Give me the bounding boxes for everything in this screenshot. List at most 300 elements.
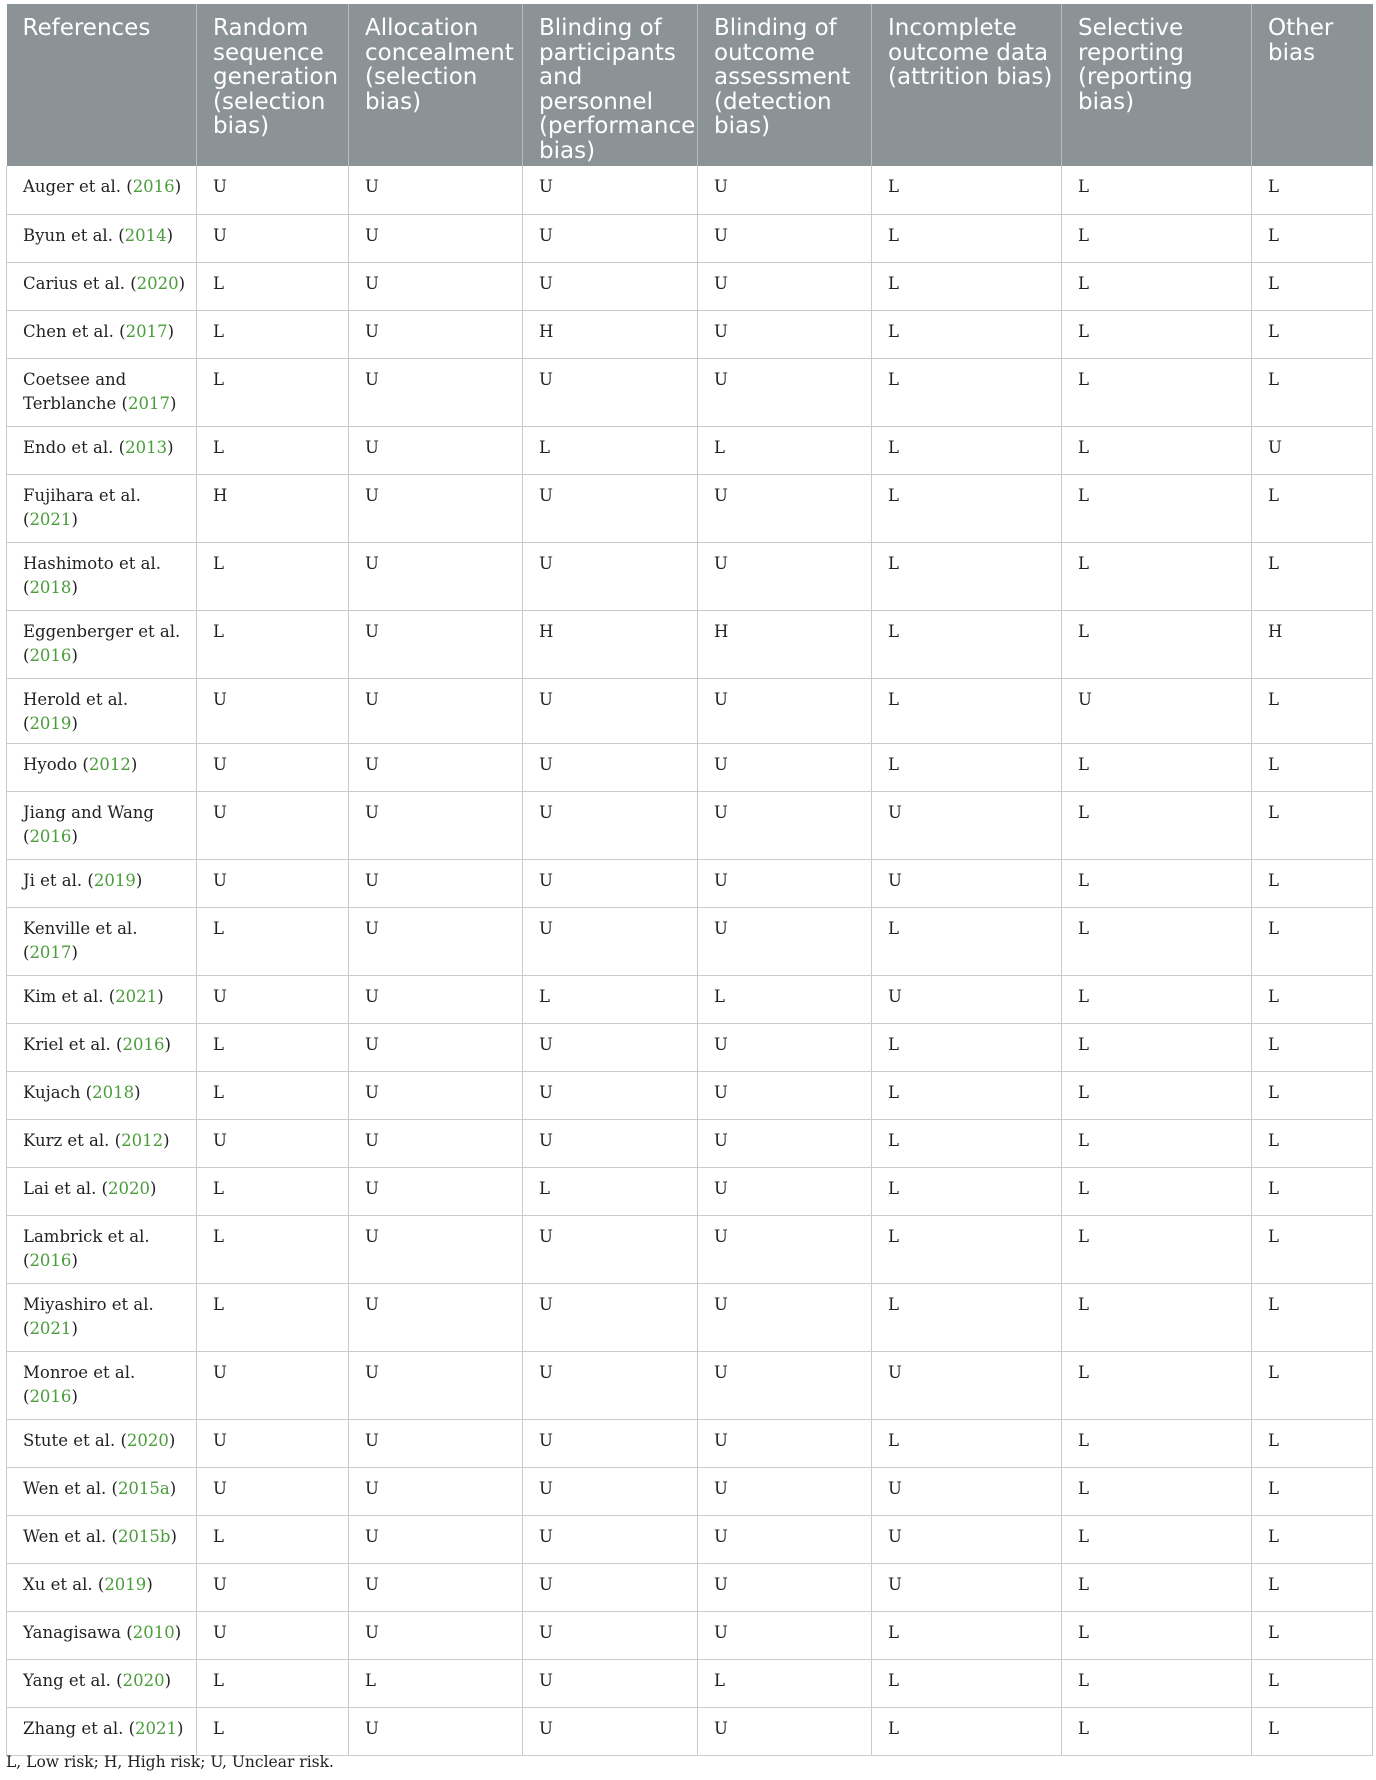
risk-cell: L (1062, 542, 1252, 610)
reference-cell (7, 743, 197, 791)
risk-cell: L (1062, 1659, 1252, 1707)
risk-cell: L (1252, 1215, 1373, 1283)
risk-cell: L (872, 542, 1062, 610)
risk-cell: U (698, 791, 872, 859)
reference-year-link[interactable]: 2016 (122, 1034, 165, 1054)
risk-cell: L (1252, 859, 1373, 907)
reference-cell (7, 678, 197, 743)
header-other-bias: Other bias (1252, 4, 1373, 166)
risk-cell: L (872, 610, 1062, 678)
risk-cell: U (872, 1515, 1062, 1563)
reference-cell (7, 262, 197, 310)
risk-cell: L (698, 426, 872, 474)
reference-year-link[interactable]: 2016 (29, 826, 72, 846)
reference-close-paren: ) (71, 1318, 78, 1338)
reference-year-link[interactable]: 2019 (104, 1574, 147, 1594)
risk-cell: L (1062, 743, 1252, 791)
risk-cell: L (872, 1071, 1062, 1119)
reference-name: Xu et al. ( (23, 1574, 105, 1594)
risk-cell: L (1252, 1611, 1373, 1659)
reference-name: Wen et al. ( (23, 1526, 118, 1546)
risk-cell: U (349, 214, 523, 262)
risk-cell: L (872, 474, 1062, 542)
reference-year-link[interactable]: 2012 (88, 754, 131, 774)
risk-cell: U (523, 1283, 698, 1351)
risk-cell: L (1252, 542, 1373, 610)
reference-year-link[interactable]: 2021 (115, 986, 158, 1006)
risk-cell: U (197, 1611, 349, 1659)
risk-cell: U (698, 678, 872, 743)
reference-close-paren: ) (71, 577, 78, 597)
risk-cell: U (349, 907, 523, 975)
risk-cell: U (197, 1419, 349, 1467)
risk-cell: L (1062, 1071, 1252, 1119)
risk-cell: L (1062, 1467, 1252, 1515)
reference-close-paren: ) (71, 713, 78, 733)
risk-cell: U (698, 859, 872, 907)
table-row (7, 610, 1373, 678)
reference-close-paren: ) (71, 1386, 78, 1406)
reference-year-link[interactable]: 2012 (121, 1130, 164, 1150)
reference-year-link[interactable]: 2010 (132, 1622, 175, 1642)
reference-name: Yanagisawa ( (23, 1622, 133, 1642)
risk-cell: U (698, 1351, 872, 1419)
risk-cell: U (523, 214, 698, 262)
risk-cell: L (872, 1215, 1062, 1283)
reference-year-link[interactable]: 2015a (117, 1478, 170, 1498)
risk-cell: U (523, 1215, 698, 1283)
reference-cell (7, 791, 197, 859)
risk-cell: U (197, 1563, 349, 1611)
table-row (7, 743, 1373, 791)
risk-cell: L (349, 1659, 523, 1707)
reference-cell (7, 1419, 197, 1467)
risk-cell: U (698, 310, 872, 358)
risk-cell: L (1252, 474, 1373, 542)
risk-cell: U (349, 743, 523, 791)
risk-cell: U (523, 358, 698, 426)
risk-cell: L (1252, 358, 1373, 426)
risk-cell: L (1252, 1071, 1373, 1119)
risk-cell: L (698, 975, 872, 1023)
risk-cell: U (349, 1351, 523, 1419)
reference-close-paren: ) (134, 1082, 141, 1102)
reference-close-paren: ) (163, 1130, 170, 1150)
reference-cell (7, 542, 197, 610)
risk-cell: U (523, 1023, 698, 1071)
risk-cell: L (197, 1167, 349, 1215)
reference-name: Endo et al. ( (23, 437, 126, 457)
risk-cell: U (197, 678, 349, 743)
reference-year-link[interactable]: 2018 (92, 1082, 135, 1102)
reference-name: Ji et al. ( (23, 870, 94, 890)
risk-cell: L (1062, 1023, 1252, 1071)
table-row (7, 975, 1373, 1023)
reference-name: Kujach ( (23, 1082, 93, 1102)
reference-name: Jiang and Wang ( (23, 802, 154, 846)
risk-cell: U (349, 426, 523, 474)
table-row (7, 1515, 1373, 1563)
reference-year-link[interactable]: 2018 (29, 577, 72, 597)
reference-year-link[interactable]: 2016 (29, 645, 72, 665)
reference-name: Kenville et al. ( (23, 918, 138, 962)
risk-cell: L (1062, 310, 1252, 358)
risk-of-bias-table (6, 4, 1373, 1756)
reference-close-paren: ) (170, 393, 177, 413)
risk-cell: U (349, 166, 523, 214)
risk-cell: U (523, 1611, 698, 1659)
risk-cell: U (698, 1167, 872, 1215)
risk-cell: U (197, 1351, 349, 1419)
reference-cell (7, 1119, 197, 1167)
risk-cell: U (698, 1419, 872, 1467)
header-row (7, 4, 1373, 166)
risk-cell: L (1062, 610, 1252, 678)
risk-cell: L (197, 1283, 349, 1351)
risk-cell: L (1062, 1563, 1252, 1611)
reference-cell (7, 310, 197, 358)
risk-cell: L (1062, 1167, 1252, 1215)
table-row (7, 678, 1373, 743)
risk-cell: L (1062, 214, 1252, 262)
reference-year-link[interactable]: 2020 (126, 1430, 169, 1450)
header-selective-reporting: Selective reporting (reporting bias) (1062, 4, 1252, 166)
reference-year-link[interactable]: 2020 (108, 1178, 150, 1198)
risk-cell: L (1062, 1707, 1252, 1755)
risk-cell: L (1062, 166, 1252, 214)
table-row (7, 1467, 1373, 1515)
risk-cell: L (1062, 1419, 1252, 1467)
table-row (7, 310, 1373, 358)
table-body (7, 166, 1373, 1755)
risk-cell: U (349, 474, 523, 542)
reference-close-paren: ) (71, 509, 78, 529)
risk-cell: L (1252, 907, 1373, 975)
risk-cell: L (1252, 1419, 1373, 1467)
reference-cell (7, 1467, 197, 1515)
reference-name: Chen et al. ( (23, 321, 126, 341)
risk-cell: U (698, 1707, 872, 1755)
risk-cell: L (197, 426, 349, 474)
risk-cell: U (349, 1023, 523, 1071)
reference-cell (7, 975, 197, 1023)
risk-cell: H (523, 310, 698, 358)
risk-cell: U (523, 1563, 698, 1611)
risk-cell: U (197, 1467, 349, 1515)
reference-cell (7, 1611, 197, 1659)
table-row (7, 1611, 1373, 1659)
risk-cell: U (523, 859, 698, 907)
reference-year-link[interactable]: 2016 (132, 177, 175, 196)
risk-cell: L (197, 1515, 349, 1563)
risk-cell: L (872, 743, 1062, 791)
risk-cell: L (1062, 1351, 1252, 1419)
risk-cell: L (1252, 214, 1373, 262)
risk-cell: L (197, 610, 349, 678)
reference-cell (7, 610, 197, 678)
table-row (7, 907, 1373, 975)
reference-cell (7, 1707, 197, 1755)
risk-cell: U (523, 907, 698, 975)
risk-cell: U (197, 1119, 349, 1167)
reference-year-link[interactable]: 2021 (135, 1718, 178, 1738)
risk-cell: L (1252, 1659, 1373, 1707)
risk-cell: L (872, 166, 1062, 214)
risk-cell: U (698, 1467, 872, 1515)
risk-cell: U (1252, 426, 1373, 474)
risk-cell: L (872, 1167, 1062, 1215)
reference-name: Lambrick et al. ( (23, 1226, 150, 1270)
risk-cell: U (523, 1707, 698, 1755)
risk-cell: U (349, 1167, 523, 1215)
risk-cell: U (349, 1215, 523, 1283)
risk-cell: U (698, 1611, 872, 1659)
reference-name: Auger et al. ( (23, 177, 133, 196)
risk-cell: L (197, 1023, 349, 1071)
reference-name: Kurz et al. ( (23, 1130, 122, 1150)
risk-cell: L (1252, 1283, 1373, 1351)
risk-cell: U (698, 474, 872, 542)
reference-year-link[interactable]: 2020 (122, 1670, 165, 1690)
table-row (7, 1167, 1373, 1215)
reference-name: Herold et al. ( (23, 689, 129, 733)
risk-cell: L (1062, 358, 1252, 426)
reference-close-paren: ) (135, 870, 143, 890)
risk-cell: U (872, 791, 1062, 859)
risk-cell: U (197, 743, 349, 791)
risk-cell: L (1062, 1119, 1252, 1167)
reference-name: Fujihara et al. ( (23, 485, 141, 529)
risk-cell: U (698, 1071, 872, 1119)
table-row (7, 358, 1373, 426)
risk-cell: U (523, 743, 698, 791)
risk-cell: U (872, 1467, 1062, 1515)
risk-cell: L (1252, 1351, 1373, 1419)
reference-year-link[interactable]: 2019 (29, 713, 72, 733)
risk-cell: L (1062, 1283, 1252, 1351)
reference-name: Kriel et al. ( (23, 1034, 123, 1054)
risk-cell: U (349, 1071, 523, 1119)
reference-cell (7, 1215, 197, 1283)
reference-year-link[interactable]: 2020 (136, 273, 179, 293)
risk-cell: U (872, 975, 1062, 1023)
risk-cell: L (197, 542, 349, 610)
header-allocation-concealment: Allocation concealment (selection bias) (349, 4, 523, 166)
risk-cell: U (698, 1283, 872, 1351)
reference-name: Coetsee and Terblanche ( (23, 369, 128, 413)
risk-cell: U (523, 1071, 698, 1119)
risk-cell: U (698, 1563, 872, 1611)
reference-year-link[interactable]: 2017 (29, 942, 72, 962)
risk-cell: U (523, 542, 698, 610)
reference-year-link[interactable]: 2016 (29, 1386, 72, 1406)
risk-cell: U (523, 474, 698, 542)
risk-cell: U (349, 975, 523, 1023)
header-blinding-outcome: Blinding of outcome assessment (detection bias) (698, 4, 872, 166)
risk-cell: U (872, 1351, 1062, 1419)
risk-cell: U (349, 262, 523, 310)
risk-cell: L (197, 310, 349, 358)
reference-cell (7, 907, 197, 975)
reference-cell (7, 1283, 197, 1351)
risk-cell: U (698, 1119, 872, 1167)
risk-cell: L (872, 1283, 1062, 1351)
risk-cell: L (872, 1419, 1062, 1467)
risk-cell: U (349, 310, 523, 358)
reference-cell (7, 1167, 197, 1215)
reference-name: Hashimoto et al. ( (23, 553, 161, 597)
risk-cell: U (197, 975, 349, 1023)
reference-name: Eggenberger et al. ( (23, 621, 181, 665)
risk-cell: L (872, 1119, 1062, 1167)
risk-cell: U (698, 166, 872, 214)
risk-cell: U (197, 791, 349, 859)
table-row (7, 1023, 1373, 1071)
risk-cell: U (349, 1283, 523, 1351)
table-row (7, 1351, 1373, 1419)
risk-cell: L (1062, 975, 1252, 1023)
risk-cell: U (523, 262, 698, 310)
risk-cell: H (698, 610, 872, 678)
reference-year-link[interactable]: 2013 (125, 437, 168, 457)
reference-close-paren: ) (71, 942, 78, 962)
risk-cell: U (698, 907, 872, 975)
risk-cell: L (1062, 1215, 1252, 1283)
risk-cell: U (349, 859, 523, 907)
risk-cell: L (1252, 1563, 1373, 1611)
risk-cell: U (523, 1467, 698, 1515)
reference-name: Zhang et al. ( (23, 1718, 136, 1738)
reference-close-paren: ) (166, 225, 174, 245)
reference-year-link[interactable]: 2021 (29, 509, 72, 529)
reference-name: Lai et al. ( (23, 1178, 108, 1198)
reference-name: Stute et al. ( (23, 1430, 127, 1450)
risk-cell: L (872, 1707, 1062, 1755)
reference-close-paren: ) (167, 321, 175, 341)
table-row (7, 474, 1373, 542)
risk-cell: U (349, 1707, 523, 1755)
risk-cell: L (1252, 791, 1373, 859)
risk-cell: L (1062, 1611, 1252, 1659)
risk-cell: U (698, 743, 872, 791)
risk-cell: U (349, 610, 523, 678)
reference-name: Hyodo ( (23, 754, 89, 774)
risk-cell: U (698, 262, 872, 310)
risk-cell: L (872, 1659, 1062, 1707)
risk-cell: L (872, 214, 1062, 262)
risk-cell: U (523, 1659, 698, 1707)
table-row (7, 1707, 1373, 1755)
risk-cell: L (1062, 426, 1252, 474)
risk-cell: L (872, 310, 1062, 358)
risk-cell: U (349, 678, 523, 743)
risk-cell: U (698, 1215, 872, 1283)
reference-close-paren: ) (170, 1526, 177, 1546)
risk-cell: U (197, 859, 349, 907)
reference-name: Kim et al. ( (23, 986, 116, 1006)
risk-cell: U (349, 358, 523, 426)
risk-cell: L (1062, 262, 1252, 310)
risk-cell: L (523, 1167, 698, 1215)
table-row (7, 1071, 1373, 1119)
risk-cell: L (872, 1023, 1062, 1071)
risk-cell: L (698, 1659, 872, 1707)
reference-year-link[interactable]: 2019 (93, 870, 136, 890)
header-incomplete-outcome: Incomplete outcome data (attrition bias) (872, 4, 1062, 166)
risk-cell: U (523, 678, 698, 743)
reference-name: Yang et al. ( (23, 1670, 123, 1690)
reference-name: Byun et al. ( (23, 225, 125, 245)
table-row (7, 542, 1373, 610)
risk-cell: L (1062, 1515, 1252, 1563)
risk-cell: U (523, 1351, 698, 1419)
risk-cell: H (523, 610, 698, 678)
risk-cell: U (523, 1419, 698, 1467)
risk-cell: U (698, 214, 872, 262)
reference-year-link[interactable]: 2021 (29, 1318, 72, 1338)
reference-cell (7, 358, 197, 426)
table-footnote: L, Low risk; H, High risk; U, Unclear risk. (6, 1753, 334, 1771)
risk-cell: L (1252, 262, 1373, 310)
table-row (7, 426, 1373, 474)
risk-cell: U (349, 1419, 523, 1467)
reference-year-link[interactable]: 2017 (128, 393, 170, 413)
reference-close-paren: ) (164, 1034, 171, 1054)
reference-close-paren: ) (174, 177, 182, 196)
header-random-sequence-generation: Random sequence generation (selection bias) (197, 4, 349, 166)
risk-cell: U (349, 1611, 523, 1659)
risk-cell: H (1252, 610, 1373, 678)
reference-year-link[interactable]: 2015b (117, 1526, 171, 1546)
risk-cell: U (1062, 678, 1252, 743)
table-row (7, 859, 1373, 907)
risk-cell: U (698, 542, 872, 610)
reference-year-link[interactable]: 2017 (125, 321, 168, 341)
risk-cell: U (872, 859, 1062, 907)
risk-cell: U (349, 1467, 523, 1515)
risk-cell: L (197, 1215, 349, 1283)
table-row (7, 1563, 1373, 1611)
reference-cell (7, 1659, 197, 1707)
reference-name: Monroe et al. ( (23, 1362, 136, 1406)
risk-cell: L (1252, 310, 1373, 358)
reference-close-paren: ) (130, 754, 138, 774)
risk-cell: U (698, 358, 872, 426)
risk-cell: L (523, 975, 698, 1023)
reference-cell (7, 1351, 197, 1419)
table-row (7, 1419, 1373, 1467)
risk-cell: L (1062, 859, 1252, 907)
risk-cell: L (1252, 1707, 1373, 1755)
risk-cell: L (1252, 743, 1373, 791)
risk-cell: L (1252, 1167, 1373, 1215)
reference-close-paren: ) (177, 1718, 184, 1738)
reference-year-link[interactable]: 2016 (29, 1250, 72, 1270)
risk-cell: U (523, 791, 698, 859)
risk-cell: L (523, 426, 698, 474)
reference-cell (7, 1071, 197, 1119)
table-row (7, 791, 1373, 859)
reference-cell (7, 166, 197, 214)
risk-cell: L (1252, 1119, 1373, 1167)
risk-cell: L (197, 262, 349, 310)
reference-year-link[interactable]: 2014 (124, 225, 167, 245)
risk-cell: U (197, 214, 349, 262)
risk-cell: U (698, 1515, 872, 1563)
risk-cell: L (197, 1659, 349, 1707)
table-row (7, 166, 1373, 214)
reference-close-paren: ) (168, 1430, 176, 1450)
